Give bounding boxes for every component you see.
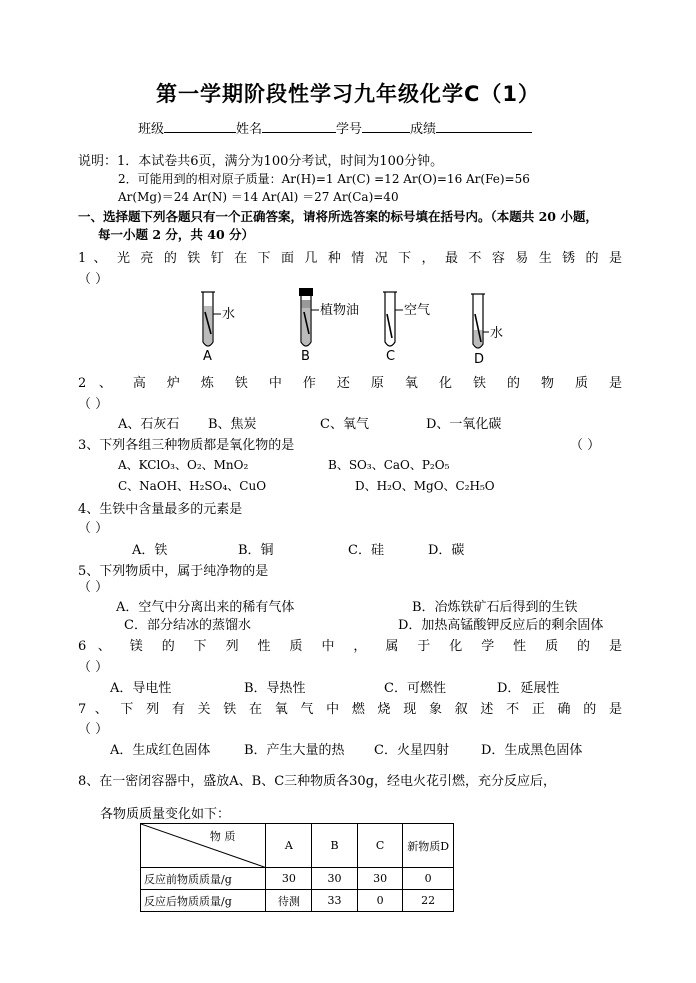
q7-option-d[interactable]: D．生成黑色固体 [481,743,583,758]
score-blank[interactable] [436,120,532,133]
table-cell: 30 [312,868,358,890]
tube-d-label: 水 [490,326,504,341]
table-header-b: B [312,824,358,868]
section-heading-line-2: 每一小题 2 分，共 40 分） [98,227,255,242]
q7-option-a[interactable]: A．生成红色固体 [110,743,211,758]
score-label: 成绩 [410,122,437,137]
q4-option-b[interactable]: B．铜 [238,543,274,558]
table-header-d: 新物质D [403,824,454,868]
q4-stem: 4、生铁中含量最多的元素是 [78,502,243,517]
table-cell: 0 [357,890,403,912]
table-cell: 33 [312,890,358,912]
id-blank[interactable] [362,120,410,133]
q4-option-c[interactable]: C．硅 [348,543,384,558]
table-row-label: 反应后物质质量/g [141,890,266,912]
tube-a [201,292,221,346]
q3-paren[interactable]: （ ） [570,438,601,453]
q2-stem: 2 、 高 炉 炼 铁 中 作 还 原 氧 化 铁 的 物 质 是 [78,376,622,391]
table-cell: 0 [403,868,454,890]
tube-c [383,292,403,346]
table-row [141,890,454,912]
tube-b-letter: B [301,349,310,364]
q5-option-a[interactable]: A．空气中分离出来的稀有气体 [116,600,295,615]
tube-d-letter: D [474,352,485,367]
table-cell: 待测 [266,890,312,912]
tube-b-label: 植物油 [320,303,360,318]
table-corner-diagonal [141,824,267,868]
name-blank[interactable] [262,120,336,133]
q3-option-c[interactable]: C、NaOH、H₂SO₄、CuO [118,479,267,493]
q3-option-b[interactable]: B、SO₃、CaO、P₂O₅ [328,458,450,472]
q7-stem: 7 、 下 列 有 关 铁 在 氧 气 中 燃 烧 现 象 叙 述 不 正 确 的 是 [78,702,622,717]
q7-option-c[interactable]: C．火星四射 [374,743,449,758]
tube-c-label: 空气 [404,303,431,318]
table-corner-label: 物 质 [209,830,236,843]
q6-option-b[interactable]: B．导热性 [244,681,306,696]
table-header-a: A [266,824,312,868]
q2-option-a[interactable]: A、石灰石 [118,417,180,432]
tube-a-letter: A [203,349,212,364]
student-info-line [138,118,532,137]
q4-paren[interactable]: （ ） [78,521,109,536]
tube-b [299,288,319,346]
q5-option-b[interactable]: B．冶炼铁矿石后得到的生铁 [412,600,578,615]
table-corner-cell [141,824,266,868]
tube-c-letter: C [386,349,396,364]
tube-a-label: 水 [222,307,236,322]
table-cell: 30 [266,868,312,890]
q6-stem: 6 、 镁 的 下 列 性 质 中 ， 属 于 化 学 性 质 的 是 [78,639,622,654]
q8-stem-2: 各物质质量变化如下： [100,807,231,822]
id-label: 学号 [336,122,363,137]
table-row-label: 反应前物质质量/g [141,868,266,890]
q7-paren[interactable]: （ ） [78,722,109,737]
q5-option-d[interactable]: D．加热高锰酸钾反应后的剩余固体 [398,618,604,633]
tube-d [471,294,489,348]
name-label: 姓名 [236,122,263,137]
notes-line-1: 说明：1．本试卷共6页，满分为100分考试，时间为100分钟。 [78,154,444,169]
q2-paren[interactable]: （ ） [78,397,109,412]
class-label: 班级 [138,122,165,137]
notes-line-2: 2．可能用到的相对原子质量：Ar(H)=1 Ar(C) =12 Ar(O)=16 Ar(Fe)=56 [118,172,530,186]
test-tubes-figure [185,284,515,370]
table-row [141,868,454,890]
q8-stem: 8、在一密闭容器中，盛放A、B、C三种物质各30g，经电火花引燃，充分反应后， [78,774,557,789]
mass-change-table [140,823,454,912]
section-heading-line-1: 一、选择题下列各题只有一个正确答案，请将所选答案的标号填在括号内。（本题共 20 小题， [78,209,598,224]
q6-option-a[interactable]: A．导电性 [110,681,172,696]
q5-paren[interactable]: （ ） [78,580,109,595]
q4-option-a[interactable]: A．铁 [132,543,168,558]
q5-option-c[interactable]: C．部分结冰的蒸馏水 [124,618,251,633]
q1-stem: 1 、 光 亮 的 铁 钉 在 下 面 几 种 情 况 下 ， 最 不 容 易 生 锈 的 是 [78,251,622,266]
q6-paren[interactable]: （ ） [78,660,109,675]
q3-option-d[interactable]: D、H₂O、MgO、C₂H₅O [355,479,495,493]
q2-option-d[interactable]: D、一氧化碳 [426,417,502,432]
q6-option-c[interactable]: C．可燃性 [384,681,446,696]
notes-line-3: Ar(Mg)＝24 Ar(N) ＝14 Ar(Al) ＝27 Ar(Ca)=40 [118,190,399,204]
q3-option-a[interactable]: A、KClO₃、O₂、MnO₂ [118,458,249,472]
table-header-c: C [357,824,403,868]
table-cell: 30 [357,868,403,890]
q7-option-b[interactable]: B．产生大量的热 [244,743,345,758]
q2-option-b[interactable]: B、焦炭 [208,417,257,432]
q5-stem: 5、下列物质中，属于纯净物的是 [78,564,269,579]
table-cell: 22 [403,890,454,912]
class-blank[interactable] [164,120,236,133]
page-title: 第一学期阶段性学习九年级化学C（1） [155,82,541,106]
q6-option-d[interactable]: D．延展性 [497,681,560,696]
q1-paren[interactable]: （ ） [78,272,109,287]
q4-option-d[interactable]: D．碳 [428,543,465,558]
q3-stem: 3、下列各组三种物质都是氧化物的是 [78,438,295,453]
q2-option-c[interactable]: C、氧气 [320,417,369,432]
